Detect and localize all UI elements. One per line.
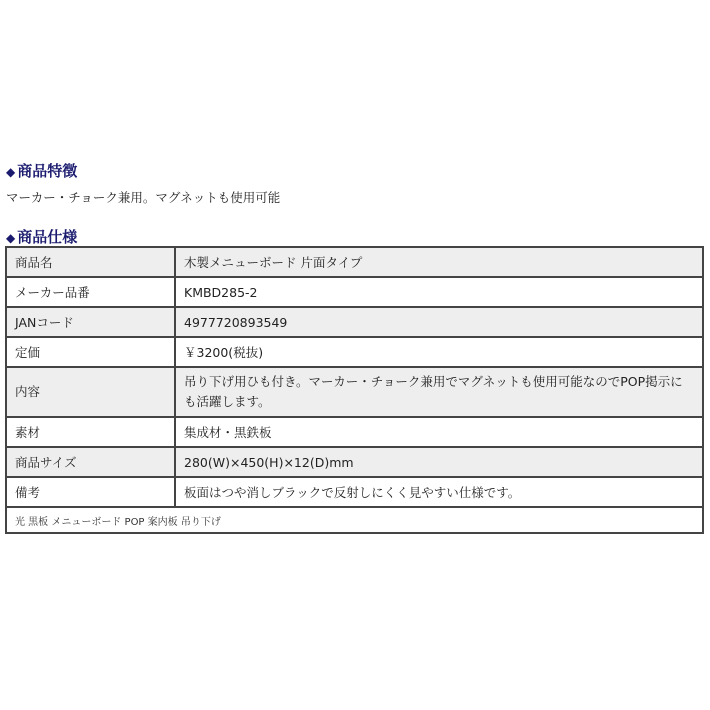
specs-heading-text: 商品仕様 (17, 228, 78, 246)
spec-value: 板面はつや消しブラックで反射しにくく見やすい仕様です。 (175, 477, 703, 507)
spec-label: 素材 (6, 417, 175, 447)
spec-value: 吊り下げ用ひも付き。マーカー・チョーク兼用でマグネットも使用可能なのでPOP掲示にも活躍します。 (175, 367, 703, 417)
spec-label: 商品サイズ (6, 447, 175, 477)
spec-row-size (6, 447, 703, 477)
spec-row-material (6, 417, 703, 447)
diamond-icon: ◆ (6, 231, 16, 245)
spec-value: ￥3200(税抜) (175, 337, 703, 367)
spec-row-tags (6, 507, 703, 533)
features-heading (6, 160, 77, 181)
spec-value: 集成材・黒鉄板 (175, 417, 703, 447)
features-description: マーカー・チョーク兼用。マグネットも使用可能 (6, 190, 281, 205)
spec-value: 280(W)×450(H)×12(D)mm (175, 447, 703, 477)
spec-row-product-name (6, 247, 703, 277)
spec-row-price (6, 337, 703, 367)
spec-label: 商品名 (6, 247, 175, 277)
spec-label: 備考 (6, 477, 175, 507)
features-heading-text: 商品特徴 (17, 162, 78, 180)
spec-label: 定価 (6, 337, 175, 367)
spec-label: メーカー品番 (6, 277, 175, 307)
spec-value: 4977720893549 (175, 307, 703, 337)
spec-row-jan-code (6, 307, 703, 337)
spec-row-contents (6, 367, 703, 417)
tags-text: 光 黒板 メニューボード POP 案内板 吊り下げ (6, 507, 703, 533)
specs-heading (6, 226, 77, 247)
spec-label: 内容 (6, 367, 175, 417)
spec-value: KMBD285-2 (175, 277, 703, 307)
spec-row-model-number (6, 277, 703, 307)
diamond-icon: ◆ (6, 165, 16, 179)
spec-label: JANコード (6, 307, 175, 337)
spec-value: 木製メニューボード 片面タイプ (175, 247, 703, 277)
spec-table (5, 246, 704, 534)
spec-row-notes (6, 477, 703, 507)
